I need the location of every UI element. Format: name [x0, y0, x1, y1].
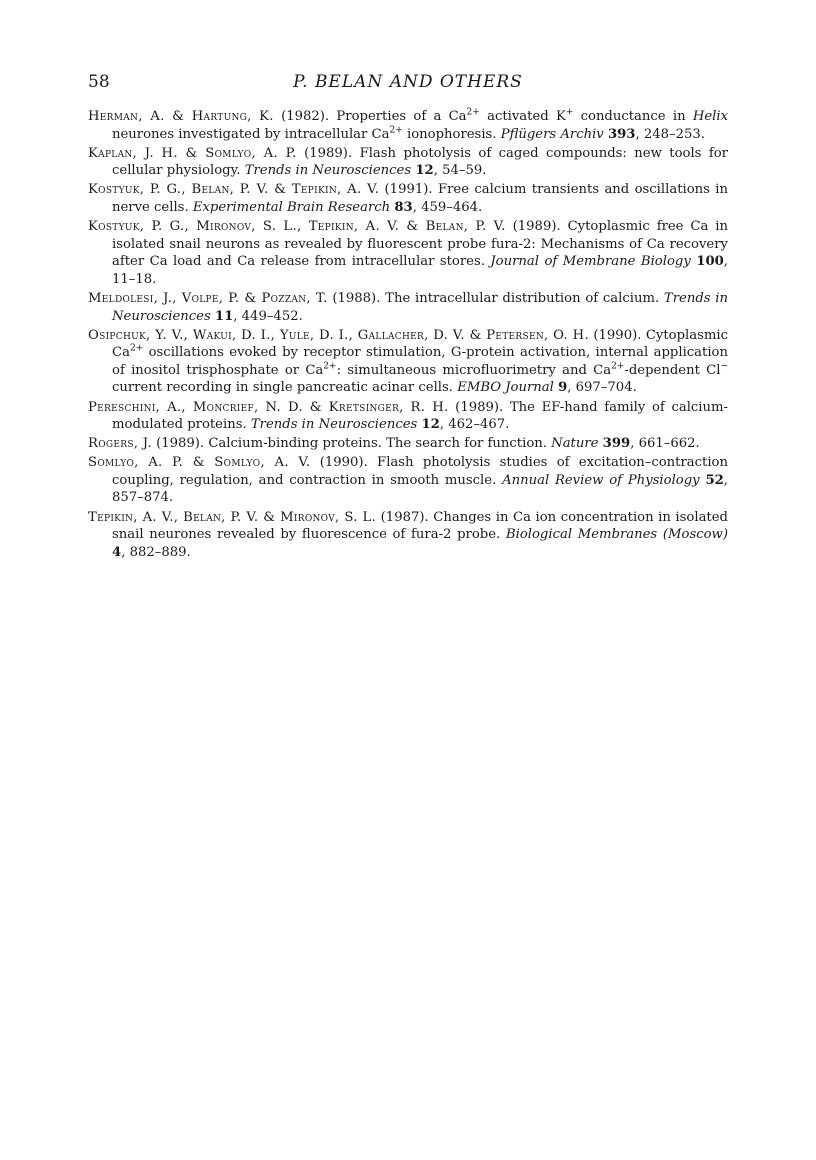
page-number: 58 — [88, 72, 110, 92]
reference-title: Changes in Ca ion concentration in isolated snail neurones revealed by fluorescence of fura-2 probe. — [112, 509, 728, 543]
reference-journal: Annual Review of Physiology — [502, 472, 700, 488]
reference-title: The EF-hand family of calcium-modulated proteins. — [112, 399, 728, 433]
reference-entry — [88, 218, 728, 288]
reference-authors: Kostyuk, P. G., Belan, P. V. & Tepikin, A. V. — [88, 182, 380, 198]
reference-entry — [88, 181, 728, 216]
reference-entry — [88, 454, 728, 507]
reference-volume: 4 — [112, 544, 122, 560]
reference-journal: Experimental Brain Research — [192, 199, 391, 215]
reference-entry — [88, 399, 728, 434]
reference-title: Flash photolysis of caged compounds: new tools for cellular physiology. — [112, 145, 728, 179]
reference-authors: Kaplan, J. H. & Somlyo, A. P. — [88, 145, 297, 161]
reference-pages: , 882–889. — [121, 544, 191, 560]
reference-pages: , 11–18. — [112, 254, 728, 287]
reference-journal: Pflügers Archiv — [500, 126, 604, 142]
reference-entry — [88, 108, 728, 143]
reference-authors: Osipchuk, Y. V., Wakui, D. I., Yule, D. I., Gallacher, D. V. & Petersen, O. H. — [88, 327, 589, 343]
reference-authors: Herman, A. & Hartung, K. — [88, 109, 274, 124]
reference-title: Calcium-binding proteins. The search for function. — [208, 436, 547, 452]
reference-authors: Somlyo, A. P. & Somlyo, A. V. — [88, 455, 311, 471]
reference-journal: Journal of Membrane Biology — [490, 254, 691, 270]
reference-year: (1989). — [304, 145, 353, 161]
reference-pages: , 462–467. — [439, 417, 510, 433]
reference-pages: , 697–704. — [567, 380, 637, 396]
reference-year: (1989). — [156, 436, 205, 452]
reference-volume: 12 — [415, 163, 434, 179]
reference-journal: Trends in Neurosciences — [112, 290, 728, 324]
reference-volume: 52 — [705, 472, 724, 488]
reference-journal: EMBO Journal — [457, 380, 554, 396]
reference-authors: Tepikin, A. V., Belan, P. V. & Mironov, S. L. — [88, 509, 377, 525]
reference-pages: , 459–464. — [412, 199, 483, 215]
running-title: P. BELAN AND OTHERS — [293, 72, 523, 92]
reference-year: (1982). — [281, 109, 330, 124]
reference-title: Flash photolysis studies of excitation–contraction coupling, regulation, and contraction in smooth muscle. — [112, 455, 728, 488]
reference-pages: , 661–662. — [630, 436, 700, 452]
reference-authors: Kostyuk, P. G., Mironov, S. L., Tepikin, A. V. & Belan, P. V. — [88, 219, 506, 235]
reference-title: Free calcium transients and oscillations in nerve cells. — [112, 182, 728, 215]
reference-entry — [88, 290, 728, 325]
reference-journal: Trends in Neurosciences — [250, 417, 418, 433]
reference-authors: Meldolesi, J., Volpe, P. & Pozzan, T. — [88, 290, 328, 306]
reference-year: (1991). — [384, 182, 433, 198]
reference-entry — [88, 145, 728, 180]
reference-year: (1990). — [319, 455, 368, 471]
reference-pages: , 857–874. — [112, 472, 728, 506]
reference-volume: 100 — [696, 254, 724, 270]
reference-journal: Nature — [551, 436, 599, 452]
reference-volume: 11 — [214, 308, 234, 324]
reference-authors: Pereschini, A., Moncrief, N. D. & Kretsinger, R. H. — [88, 399, 449, 415]
reference-list — [88, 108, 728, 563]
page-header — [88, 72, 728, 96]
reference-pages: , 449–452. — [233, 308, 303, 324]
reference-authors: Rogers, J. — [88, 436, 152, 452]
reference-entry — [88, 509, 728, 562]
reference-entry — [88, 327, 728, 397]
reference-year: (1989). — [455, 399, 504, 415]
reference-year: (1990). — [593, 327, 642, 343]
reference-volume: 393 — [607, 126, 636, 142]
reference-volume: 83 — [394, 199, 413, 215]
reference-year: (1987). — [380, 509, 429, 525]
reference-title: Properties of a $Ca^{2+}$ activated K+ conductance in Helix neurones investigated by intracellular $Ca^{2+}$ ionophoresis. — [112, 107, 729, 142]
reference-pages: , 54–59. — [433, 163, 487, 179]
reference-title: Cytoplasmic $Ca^{2+}$ oscillations evoked by receptor stimulation, G-protein activation, internal application of inositol trisphosphate or $Ca^{2+}$: simultaneous microfluorimetry and $Ca^{2+}$-dependent Cl− current recording in single pancreatic acinar cells. — [112, 327, 728, 396]
reference-pages: , 248–253. — [635, 126, 705, 142]
reference-journal: Biological Membranes (Moscow) — [505, 527, 728, 543]
reference-year: (1988). — [332, 290, 381, 306]
reference-volume: 12 — [421, 417, 440, 433]
reference-journal: Trends in Neurosciences — [244, 163, 412, 179]
reference-year: (1989). — [512, 219, 561, 235]
reference-title: Cytoplasmic free Ca in isolated snail neurons as revealed by fluorescent probe fura-2: Mechanisms of Ca recovery after Ca load and Ca release from intracellular stores. — [112, 219, 728, 270]
reference-entry — [88, 435, 728, 453]
reference-volume: 9 — [558, 380, 568, 396]
reference-volume: 399 — [602, 436, 631, 452]
reference-title: The intracellular distribution of calcium. — [385, 290, 660, 306]
